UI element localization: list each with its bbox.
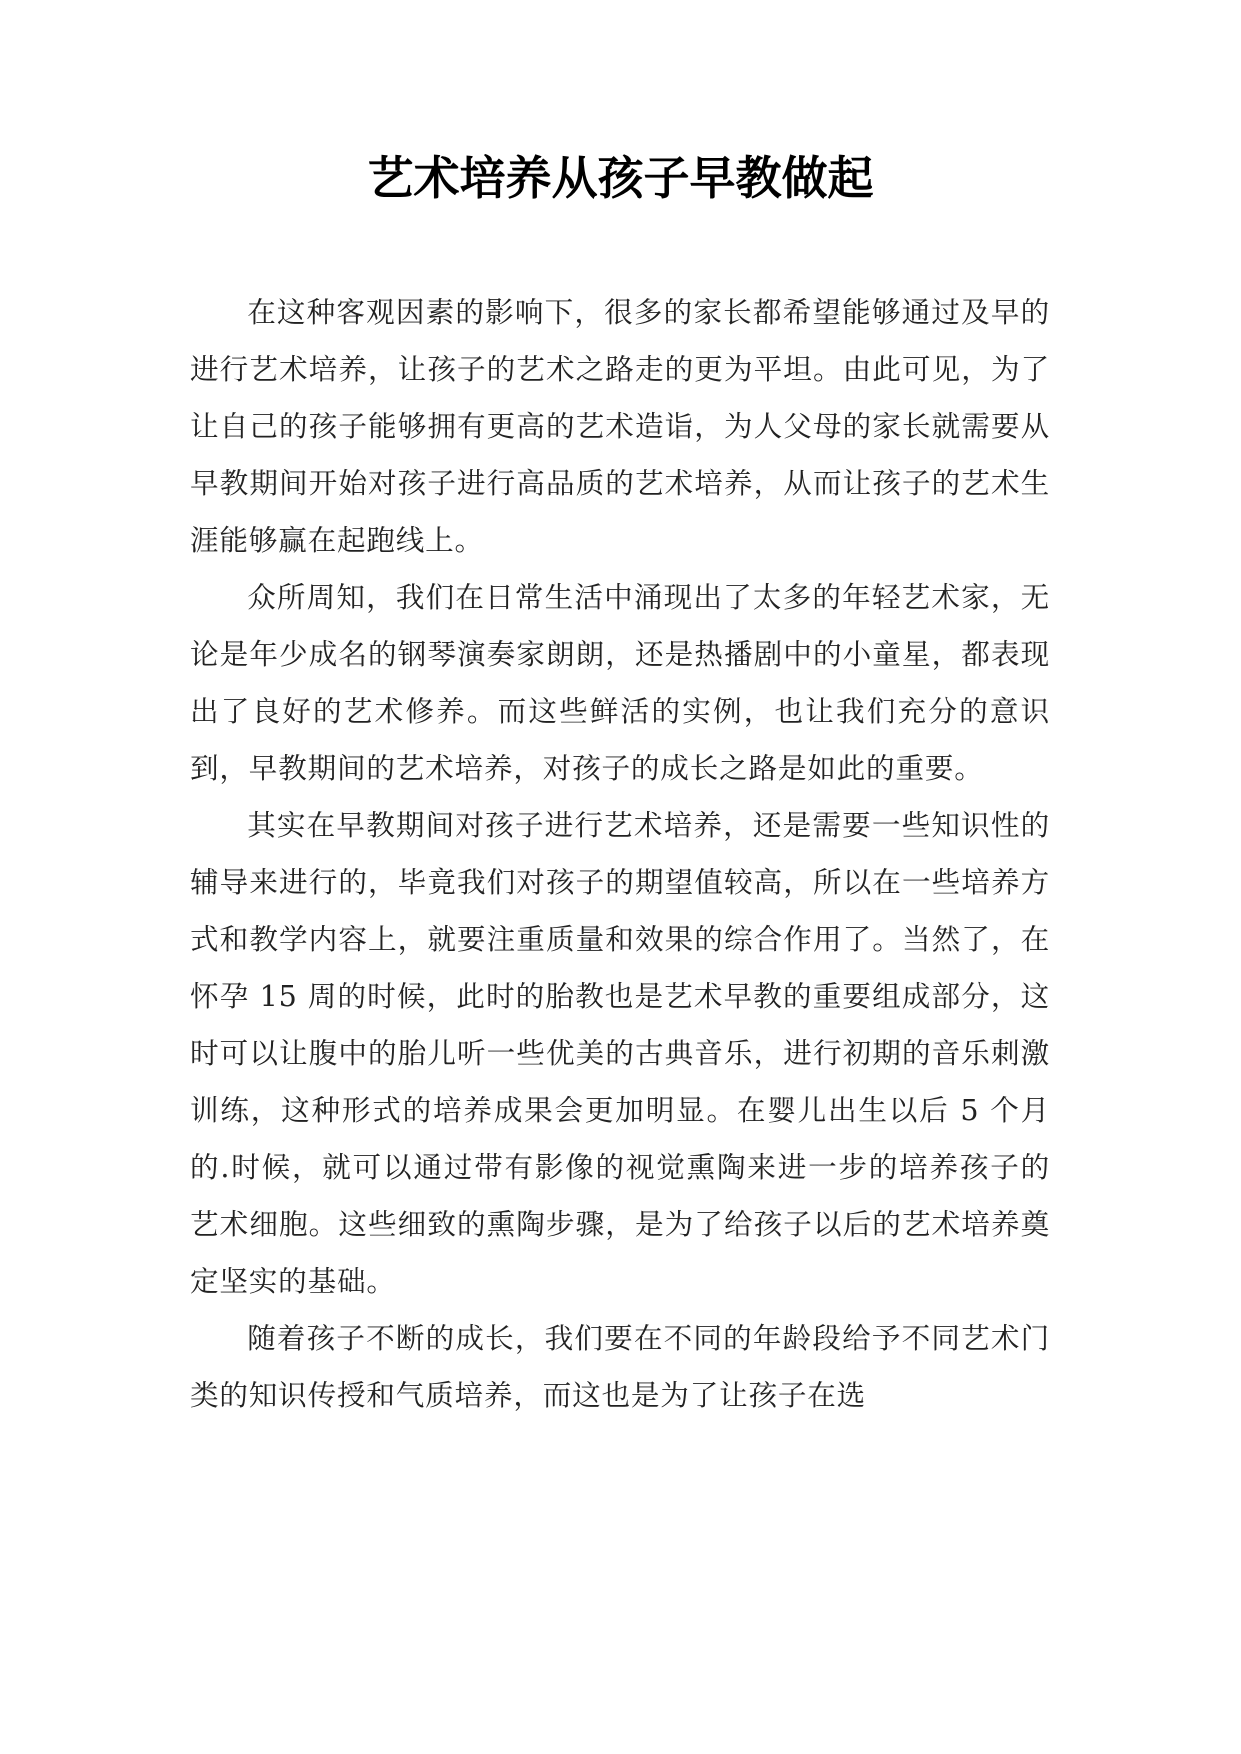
paragraph: 众所周知，我们在日常生活中涌现出了太多的年轻艺术家，无论是年少成名的钢琴演奏家朗朗，还是热播剧中的小童星，都表现出了良好的艺术修养。而这些鲜活的实例，也让我们充分的意识到，早教期间的艺术培养，对孩子的成长之路是如此的重要。	[190, 580, 1050, 785]
paragraph: 其实在早教期间对孩子进行艺术培养，还是需要一些知识性的辅导来进行的，毕竟我们对孩子的期望值较高，所以在一些培养方式和教学内容上，就要注重质量和效果的综合作用了。当然了，在怀孕 15 周的时候，此时的胎教也是艺术早教的重要组成部分，这时可以让腹中的胎儿听一些优美的古典音乐，进行初期的音乐刺激训练，这种形式的培养成果会更加明显。在婴儿出生以后 5 个月的.时候，就可以通过带有影像的视觉熏陶来进一步的培养孩子的艺术细胞。这些细致的熏陶步骤，是为了给孩子以后的艺术培养奠定坚实的基础。	[190, 808, 1050, 1298]
paragraph: 在这种客观因素的影响下，很多的家长都希望能够通过及早的进行艺术培养，让孩子的艺术之路走的更为平坦。由此可见，为了让自己的孩子能够拥有更高的艺术造诣，为人父母的家长就需要从早教期间开始对孩子进行高品质的艺术培养，从而让孩子的艺术生涯能够赢在起跑线上。	[190, 295, 1050, 557]
document-body	[190, 284, 1050, 1424]
document-title: 艺术培养从孩子早教做起	[367, 151, 874, 205]
paragraph: 随着孩子不断的成长，我们要在不同的年龄段给予不同艺术门类的知识传授和气质培养，而这也是为了让孩子在选	[190, 1321, 1050, 1412]
